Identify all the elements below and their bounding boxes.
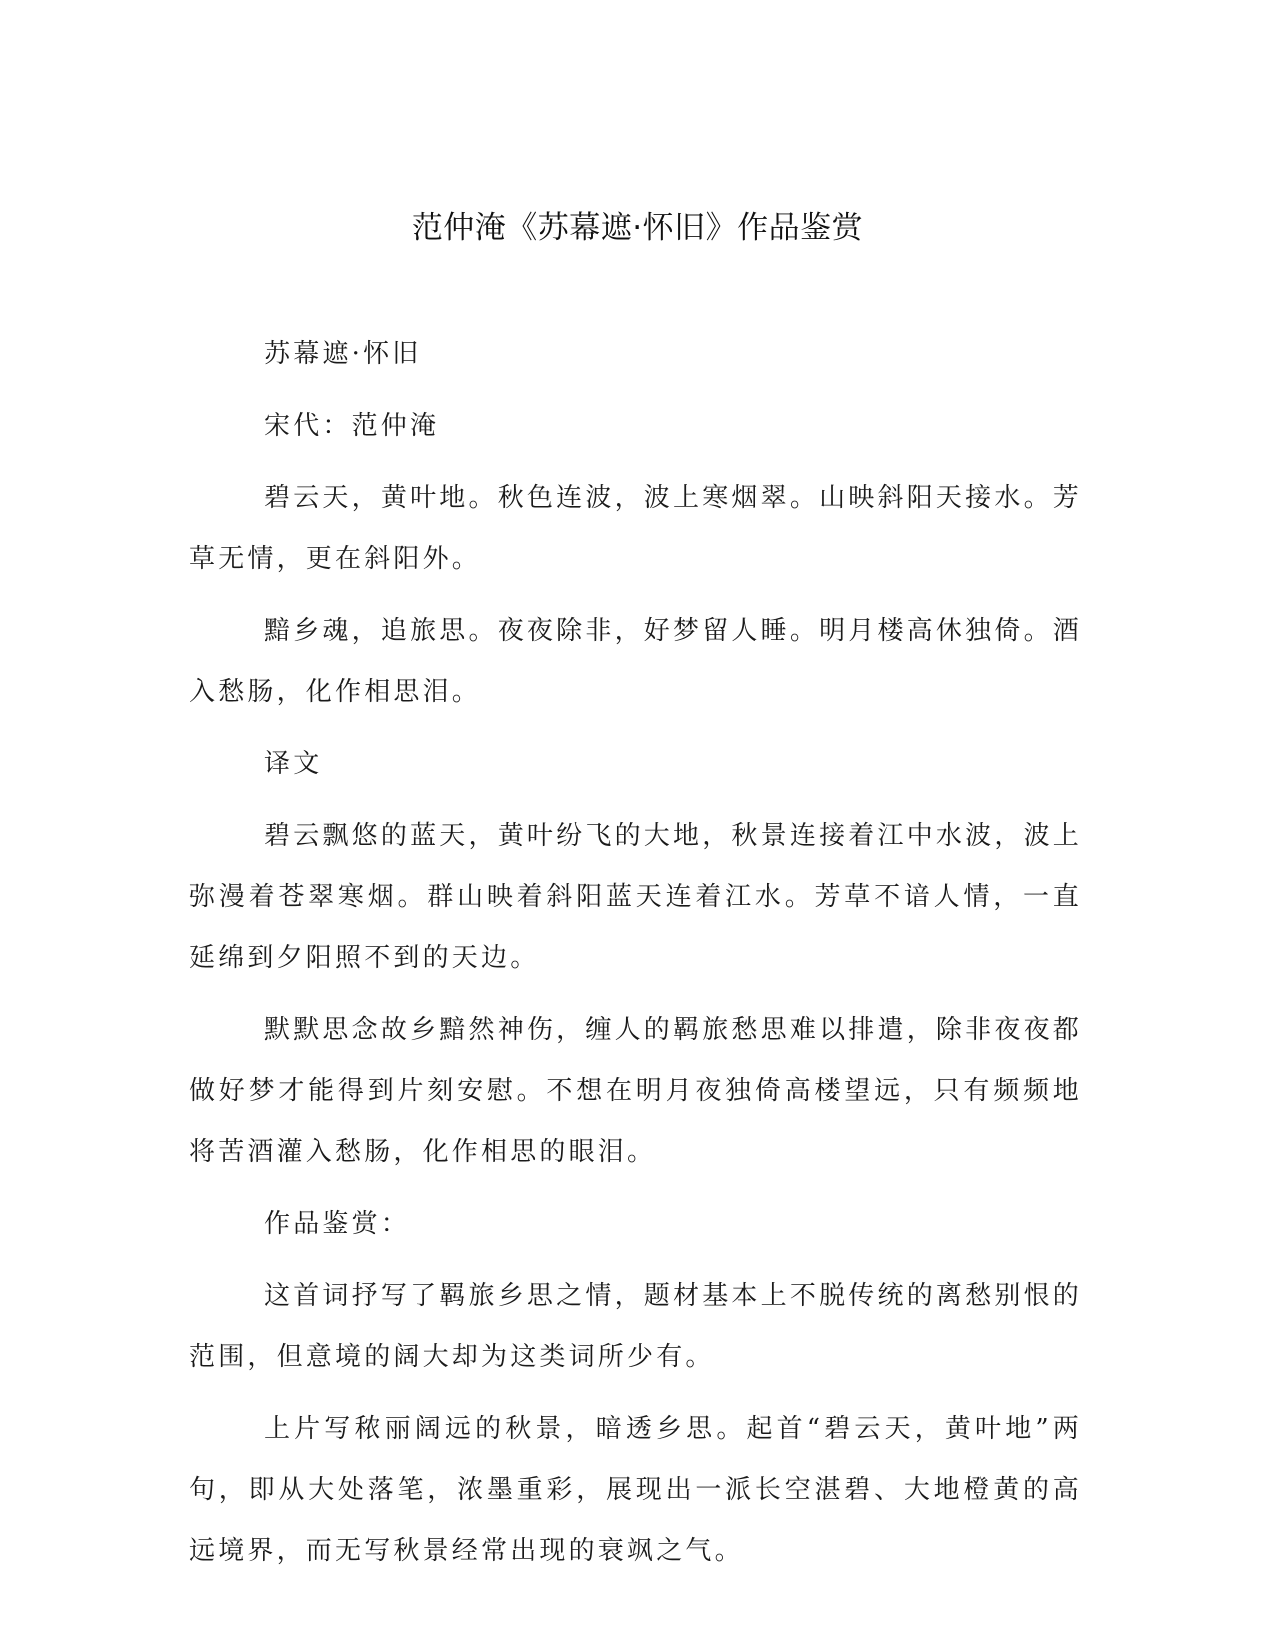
poem-stanza-1: 碧云天，黄叶地。秋色连波，波上寒烟翠。山映斜阳天接水。芳草无情，更在斜阳外。 bbox=[189, 483, 1082, 574]
appreciation-heading: 作品鉴赏： bbox=[264, 1209, 411, 1239]
poem-author: 宋代：范仲淹 bbox=[264, 411, 440, 441]
document-title: 范仲淹《苏幕遮·怀旧》作品鉴赏 bbox=[411, 210, 864, 246]
document-body bbox=[189, 324, 1082, 1593]
poem-stanza-2: 黯乡魂，追旅思。夜夜除非，好梦留人睡。明月楼高休独倚。酒入愁肠，化作相思泪。 bbox=[189, 616, 1082, 707]
poem-title: 苏幕遮·怀旧 bbox=[264, 339, 422, 369]
appreciation-paragraph-1: 这首词抒写了羁旅乡思之情，题材基本上不脱传统的离愁别恨的范围，但意境的阔大却为这类词所少有。 bbox=[189, 1281, 1082, 1372]
translation-paragraph-1: 碧云飘悠的蓝天，黄叶纷飞的大地，秋景连接着江中水波，波上弥漫着苍翠寒烟。群山映着斜阳蓝天连着江水。芳草不谙人情，一直延绵到夕阳照不到的天边。 bbox=[189, 821, 1082, 973]
translation-paragraph-2: 默默思念故乡黯然神伤，缠人的羁旅愁思难以排遣，除非夜夜都做好梦才能得到片刻安慰。不想在明月夜独倚高楼望远，只有频频地将苦酒灌入愁肠，化作相思的眼泪。 bbox=[189, 1015, 1082, 1167]
translation-heading: 译文 bbox=[264, 749, 323, 779]
appreciation-paragraph-2: 上片写秾丽阔远的秋景，暗透乡思。起首“碧云天，黄叶地”两句，即从大处落笔，浓墨重彩，展现出一派长空湛碧、大地橙黄的高远境界，而无写秋景经常出现的衰飒之气。 bbox=[189, 1414, 1082, 1566]
